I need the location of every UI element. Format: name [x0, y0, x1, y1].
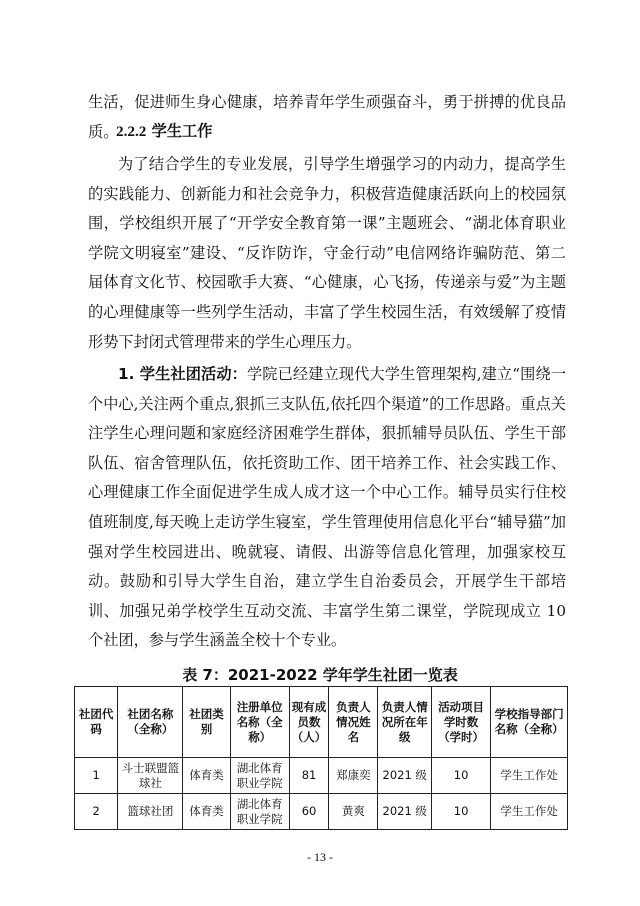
header-club-name: 社团名称（全称） — [118, 687, 183, 758]
cell-registration-unit: 湖北体育职业学院 — [230, 758, 289, 794]
table-row — [75, 794, 568, 830]
table-row — [75, 758, 568, 794]
header-member-count: 现有成员数（人） — [289, 687, 329, 758]
paragraph-clubs-body: 学院已经建立现代大学生管理架构,建立“围绕一个中心,关注两个重点,狠抓三支队伍,依托四个渠道”的工作思路。重点关注学生心理问题和家庭经济困难学生群体，狠抓辅导员队伍、学生干部队伍、宿舍管理队伍，依托资助工作、团干培养工作、社会实践工作、心理健康工作全面促进学生成人成才这一个中心工作。辅导员实行住校值班制度,每天晚上走访学生寝室，学生管理使用信息化平台“辅导猫”加强对学生校园进出、晚就寝、请假、出游等信息化管理，加强家校互动。鼓励和引导大学生自治，建立学生自治委员会，开展学生干部培训、加强兄弟学校学生互动交流、丰富学生第二课堂，学院现成立 10 个社团，参与学生涵盖全校十个专业。 — [88, 365, 567, 650]
cell-member-count: 81 — [289, 758, 329, 794]
cell-leader-grade: 2021 级 — [378, 794, 432, 830]
section-number: 2.2.2 — [116, 123, 147, 140]
cell-leader-name: 郑康奕 — [329, 758, 378, 794]
cell-leader-name: 黄爽 — [329, 794, 378, 830]
cell-club-name: 篮球社团 — [118, 794, 183, 830]
header-club-category: 社团类别 — [183, 687, 230, 758]
cell-registration-unit: 湖北体育职业学院 — [230, 794, 289, 830]
cell-activity-hours: 10 — [431, 758, 490, 794]
header-guiding-department: 学校指导部门名称（全称） — [491, 687, 568, 758]
cell-guiding-department: 学生工作处 — [491, 794, 568, 830]
cell-guiding-department: 学生工作处 — [491, 758, 568, 794]
header-leader-grade: 负责人情况所在年级 — [378, 687, 432, 758]
section-heading — [116, 120, 212, 141]
clubs-table — [74, 686, 568, 830]
paragraph-student-work: 为了结合学生的专业发展，引导学生增强学习的内动力，提高学生的实践能力、创新能力和社会竞争力，积极营造健康活跃向上的校园氛围，学校组织开展了“开学安全教育第一课”主题班会、“湖北体育职业学院文明寝室”建设、“反诈防诈，守金行动”电信网络诈骗防范、第二届体育文化节、校园歌手大赛、“心健康，心飞扬，传递亲与爱”为主题的心理健康等一些列学生活动，丰富了学生校园生活，有效缓解了疫情形势下封闭式管理带来的学生心理压力。 — [88, 155, 566, 351]
cell-club-code: 1 — [75, 758, 118, 794]
cell-leader-grade: 2021 级 — [378, 758, 432, 794]
cell-activity-hours: 10 — [431, 794, 490, 830]
table-header-row — [75, 687, 568, 758]
paragraph-continuation: 生活，促进师生身心健康，培养青年学生顽强奋斗，勇于拼搏的优良品质。 — [88, 93, 566, 141]
table-caption: 表 7：2021-2022 学年学生社团一览表 — [182, 666, 458, 684]
page-number: - 13 - — [307, 850, 333, 864]
section-title: 学生工作 — [151, 122, 213, 140]
paragraph-clubs — [88, 360, 566, 656]
cell-club-category: 体育类 — [183, 758, 230, 794]
paragraph-clubs-lead: 1. 学生社团活动： — [118, 365, 247, 383]
header-leader-name: 负责人情况姓名 — [329, 687, 378, 758]
cell-club-name: 斗士联盟篮球社 — [118, 758, 183, 794]
cell-member-count: 60 — [289, 794, 329, 830]
cell-club-category: 体育类 — [183, 794, 230, 830]
header-activity-hours: 活动项目学时数（学时） — [431, 687, 490, 758]
header-registration-unit: 注册单位名称（全称） — [230, 687, 289, 758]
cell-club-code: 2 — [75, 794, 118, 830]
header-club-code: 社团代码 — [75, 687, 118, 758]
